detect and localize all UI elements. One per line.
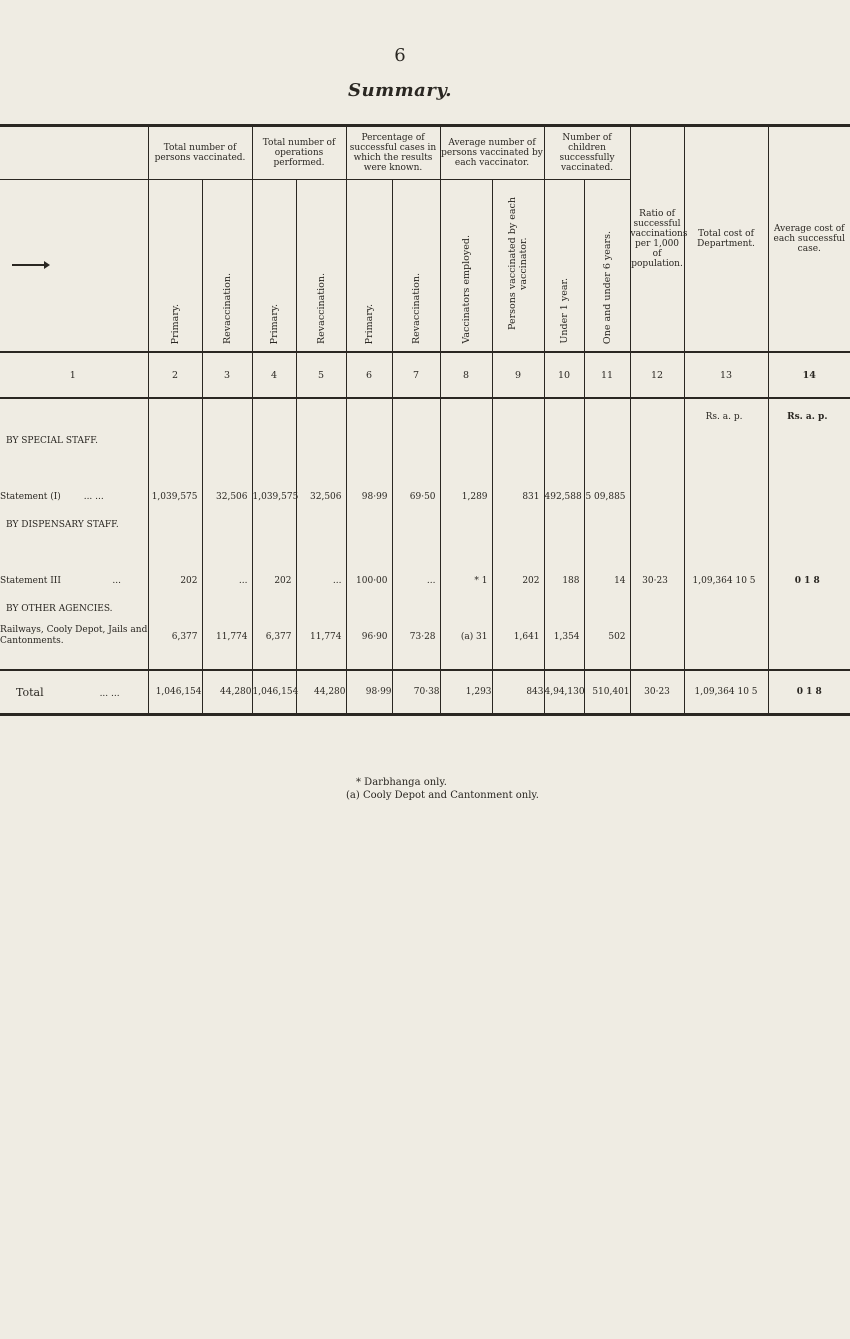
total-col-6: 98·99: [346, 670, 392, 715]
total-col-10: 4,94,130: [544, 670, 584, 715]
header-vaccinators: Vaccinators employed.: [440, 180, 492, 353]
section-other: BY OTHER AGENCIES.: [6, 604, 113, 614]
row-labels: [0, 398, 148, 670]
col-num-12: 12: [630, 352, 684, 398]
group-average: Average number of persons vaccinated by each vaccinator.: [440, 126, 544, 180]
total-col-9: 843: [492, 670, 544, 715]
header-primary-2: Primary.: [252, 180, 296, 353]
col-7-values: 69·50 ... 73·28: [392, 398, 440, 670]
col-3-values: 32,506 ... 11,774: [202, 398, 252, 670]
total-col-12: 30·23: [630, 670, 684, 715]
col-num-8: 8: [440, 352, 492, 398]
col-9-values: 831 202 1,641: [492, 398, 544, 670]
body-row: [0, 398, 850, 670]
total-col-5: 44,280: [296, 670, 346, 715]
page-title: Summary.: [348, 80, 452, 101]
col-num-1: 1: [69, 369, 76, 381]
section-dispensary: BY DISPENSARY STAFF.: [6, 520, 119, 530]
group-total-persons: Total number of persons vaccinated.: [148, 126, 252, 180]
header-total-cost: Total cost of Department.: [684, 126, 768, 353]
col-14-values: Rs. a. p. 0 1 8: [768, 398, 850, 670]
col-num-3: 3: [202, 352, 252, 398]
group-total-operations: Total number of operations performed.: [252, 126, 346, 180]
col-6-values: 98·99 100·00 96·90: [346, 398, 392, 670]
total-col-7: 70·38: [392, 670, 440, 715]
col-num-13: 13: [684, 352, 768, 398]
col-num-14: 14: [768, 352, 850, 398]
header-primary-1: Primary.: [148, 180, 202, 353]
header-average-cost: Average cost of each successful case.: [768, 126, 850, 353]
header-under-1: Under 1 year.: [544, 180, 584, 353]
header-one-to-six: One and under 6 years.: [584, 180, 630, 353]
row-label-statement-1: Statement (I) ... ...: [0, 492, 104, 502]
col-num-6: 6: [346, 352, 392, 398]
footnote-darbhanga: * Darbhanga only.: [356, 777, 447, 788]
col-num-10: 10: [544, 352, 584, 398]
total-label: Total ... ...: [16, 685, 120, 699]
arrow-icon: [12, 264, 48, 266]
stub-header: [0, 126, 148, 180]
summary-table: [0, 124, 850, 716]
col-12-values: 30·23: [630, 398, 684, 670]
header-revaccination-1: Revaccination.: [202, 180, 252, 353]
total-col-4: 1,046,154: [252, 670, 296, 715]
col-8-values: 1,289 * 1 (a) 31: [440, 398, 492, 670]
total-col-13: 1,09,364 10 5: [684, 670, 768, 715]
col-num-11: 11: [584, 352, 630, 398]
col-11-values: 5 09,885 14 502: [584, 398, 630, 670]
footnotes: [346, 776, 539, 802]
group-header-row: [0, 126, 850, 180]
total-col-8: 1,293: [440, 670, 492, 715]
col-13-values: Rs. a. p. 1,09,364 10 5: [684, 398, 768, 670]
col-4-values: 1,039,575 202 6,377: [252, 398, 296, 670]
col-num-9: 9: [492, 352, 544, 398]
page-number: 6: [394, 45, 406, 66]
col-10-values: 492,588 188 1,354: [544, 398, 584, 670]
col-num-4: 4: [252, 352, 296, 398]
group-children: Number of children successfully vaccinated.: [544, 126, 630, 180]
col-num-7: 7: [392, 352, 440, 398]
total-col-14: 0 1 8: [768, 670, 850, 715]
total-col-3: 44,280: [202, 670, 252, 715]
col-num-5: 5: [296, 352, 346, 398]
column-number-row: [0, 352, 850, 398]
group-percentage: Percentage of successful cases in which the results were known.: [346, 126, 440, 180]
header-revaccination-2: Revaccination.: [296, 180, 346, 353]
total-col-11: 510,401: [584, 670, 630, 715]
col-num-2: 2: [148, 352, 202, 398]
total-col-2: 1,046,154: [148, 670, 202, 715]
total-row: [0, 670, 850, 715]
section-special: BY SPECIAL STAFF.: [6, 436, 98, 446]
row-label-railways: Railways, Cooly Depot, Jails and Cantonments.: [0, 625, 148, 646]
header-revaccination-3: Revaccination.: [392, 180, 440, 353]
header-primary-3: Primary.: [346, 180, 392, 353]
stub-subheader: [0, 180, 148, 353]
col-2-values: 1,039,575 202 6,377: [148, 398, 202, 670]
header-ratio: Ratio of successful vaccinations per 1,000 of population.: [630, 126, 684, 353]
footnote-cooly-depot: (a) Cooly Depot and Cantonment only.: [346, 790, 539, 801]
header-persons-each: Persons vaccinated by each vaccinator.: [492, 180, 544, 353]
row-label-statement-3: Statement III ...: [0, 576, 121, 586]
col-5-values: 32,506 ... 11,774: [296, 398, 346, 670]
